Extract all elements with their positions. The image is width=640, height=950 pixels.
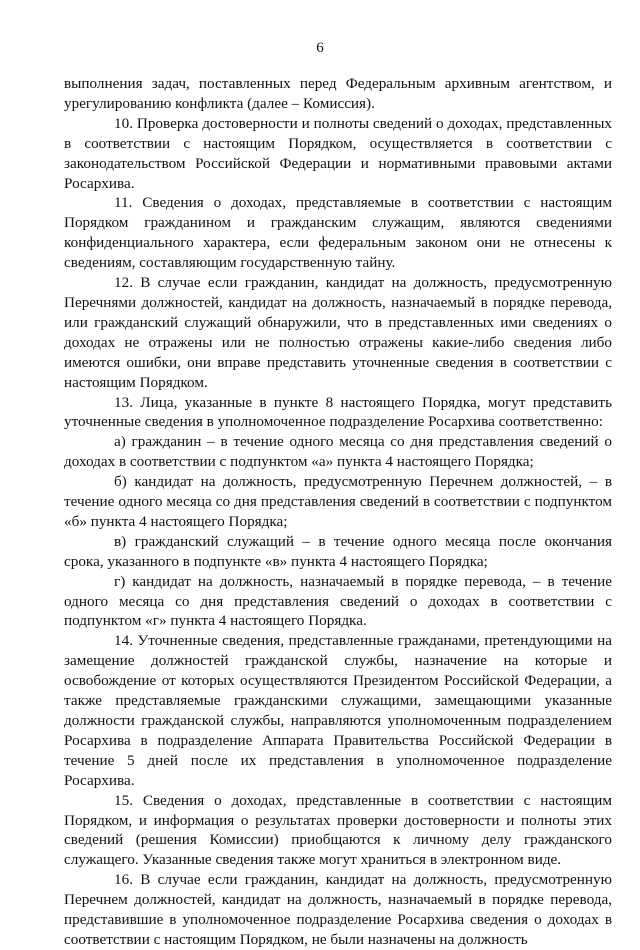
paragraph-13: 13. Лица, указанные в пункте 8 настоящего Порядка, могут представить уточненные сведения в уполномоченное подразделение Росархива соответственно: xyxy=(64,393,612,431)
paragraph-continuation: выполнения задач, поставленных перед Федеральным архивным агентством, и урегулированию конфликта (далее – Комиссия). xyxy=(64,75,612,112)
paragraph-16: 16. В случае если гражданин, кандидат на должность, предусмотренную Перечнем должностей, кандидат на должность, назначаемый в порядке перевода, представившие в уполномоченное подразделение Росархива сведения о доходах в соответствии с настоящим Порядком, не были назначены на должность xyxy=(64,871,612,948)
document-body xyxy=(64,74,612,950)
paragraph-15: 15. Сведения о доходах, представленные в соответствии с настоящим Порядком, и информация о результатах проверки достоверности и полноты этих сведений (решения Комиссии) приобщаются к личному делу гражданского служащего. Указанные сведения также могут храниться в электронном виде. xyxy=(64,791,612,869)
paragraph-13-a: а) гражданин – в течение одного месяца со дня представления сведений о доходах в соответствии с подпунктом «а» пункта 4 настоящего Порядка; xyxy=(64,433,612,471)
paragraph-13-v: в) гражданский служащий – в течение одного месяца после окончания срока, указанного в подпункте «в» пункта 4 настоящего Порядка; xyxy=(64,532,612,570)
paragraph-12: 12. В случае если гражданин, кандидат на должность, предусмотренную Перечнями должностей, кандидат на должность, назначаемый в порядке перевода, или гражданский служащий обнаружили, что в представленных ими сведениях о доходах не отражены или не полностью отражены какие-либо сведения либо имеются ошибки, они вправе представить уточненные сведения в соответствии с настоящим Порядком. xyxy=(64,274,612,391)
paragraph-10: 10. Проверка достоверности и полноты сведений о доходах, представленных в соответствии с настоящим Порядком, осуществляется в соответствии с законодательством Российской Федерации и нормативными правовыми актами Росархива. xyxy=(64,114,612,192)
page-number: 6 xyxy=(316,40,324,56)
paragraph-13-b: б) кандидат на должность, предусмотренную Перечнем должностей, – в течение одного месяца со дня представления сведений в соответствии с подпунктом «б» пункта 4 настоящего Порядка; xyxy=(64,473,612,530)
paragraph-11: 11. Сведения о доходах, представляемые в соответствии с настоящим Порядком гражданином и гражданским служащим, являются сведениями конфиденциального характера, если федеральным законом они не отнесены к сведениям, составляющим государственную тайну. xyxy=(64,194,612,272)
paragraph-13-g: г) кандидат на должность, назначаемый в порядке перевода, – в течение одного месяца со дня представления сведений о доходах в соответствии с подпунктом «г» пункта 4 настоящего Порядка. xyxy=(64,572,612,630)
paragraph-14: 14. Уточненные сведения, представленные гражданами, претендующими на замещение должностей гражданской службы, назначение на которые и освобождение от которых осуществляются Президентом Российской Федерации, а также представляемые гражданскими служащими, замещающими указанные должности гражданской службы, направляются уполномоченным подразделением Росархива в подразделение Аппарата Правительства Российской Федерации в течение 5 дней после их представления в уполномоченное подразделение Росархива. xyxy=(64,632,612,789)
